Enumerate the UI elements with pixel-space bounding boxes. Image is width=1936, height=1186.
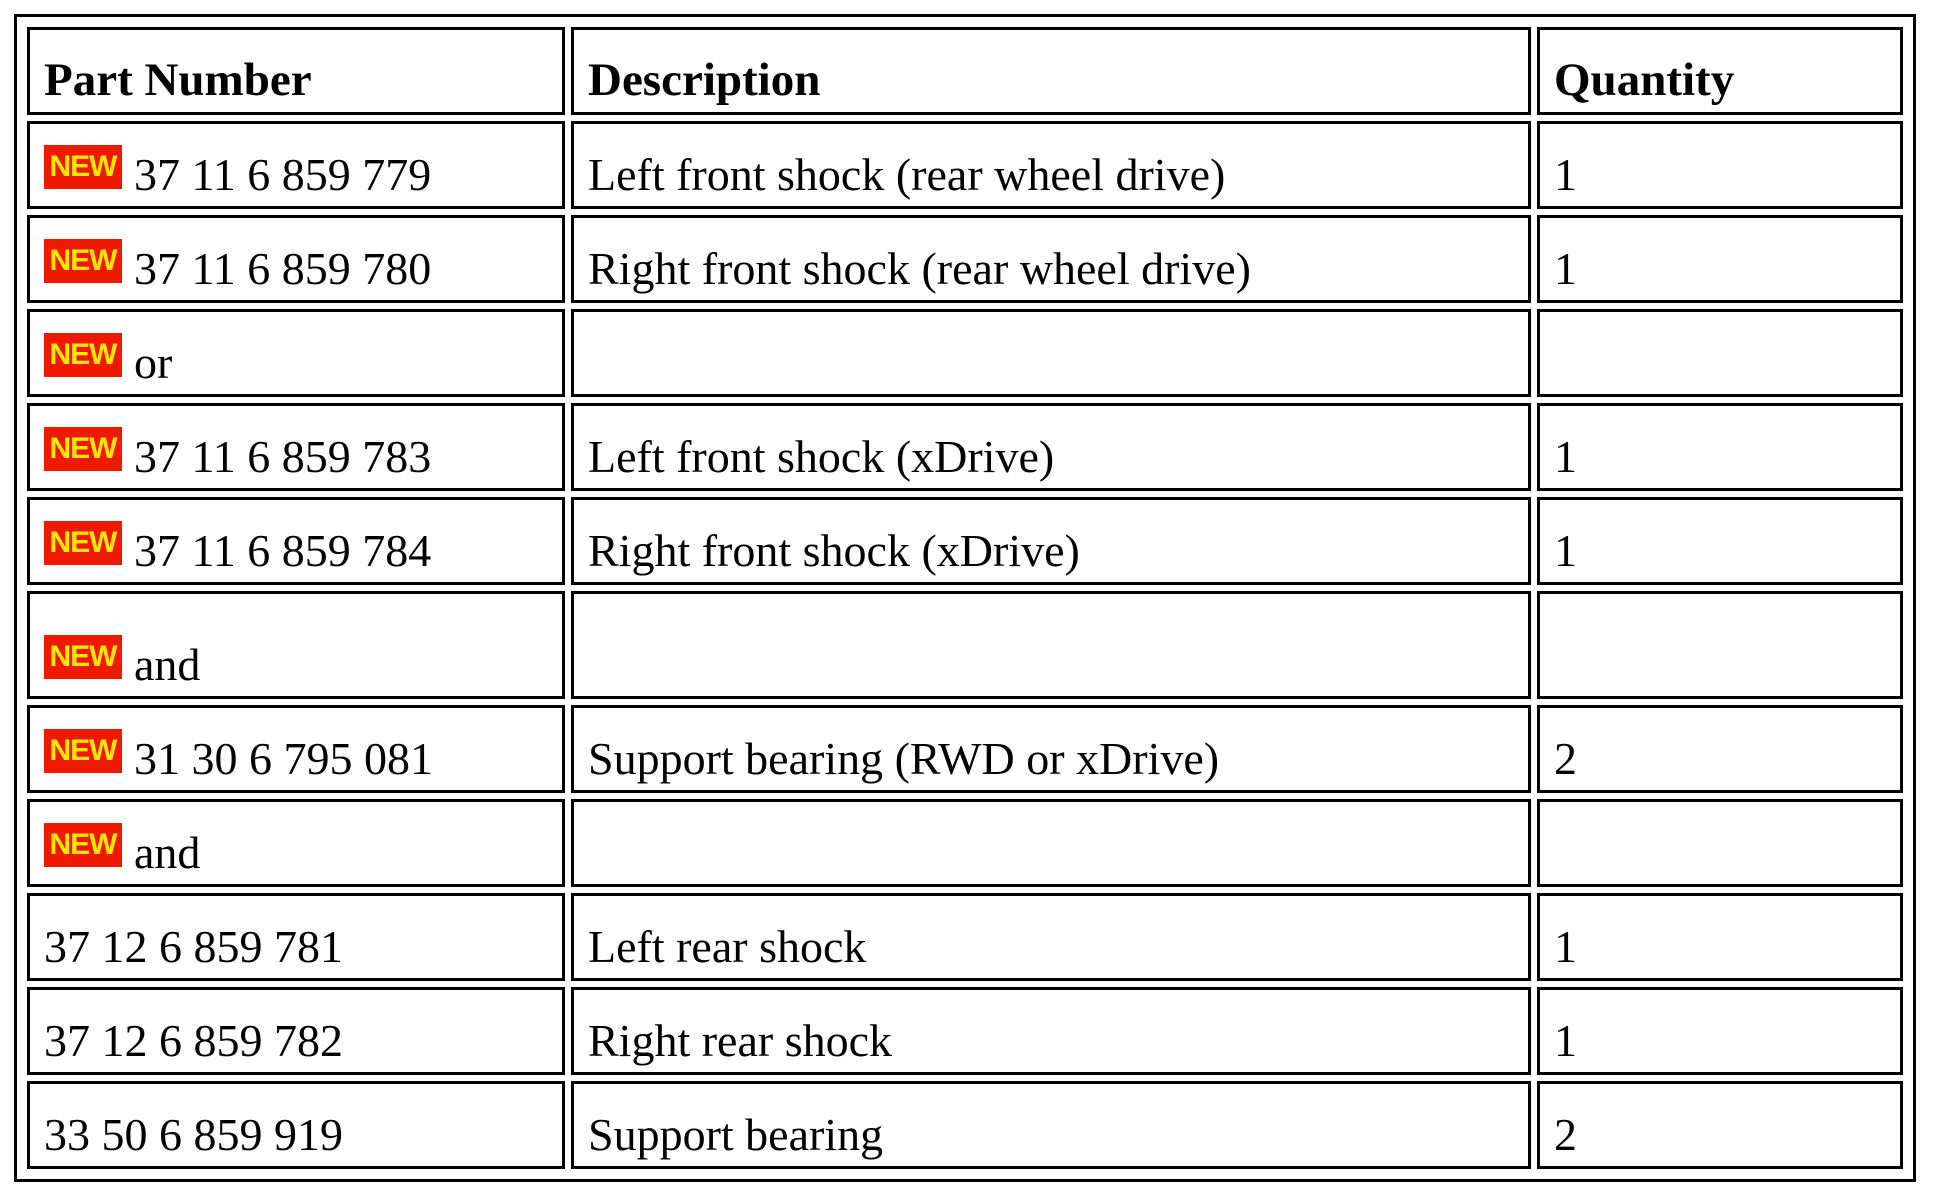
quantity-cell: 1 [1537,893,1903,981]
new-badge: NEW [44,729,122,773]
part-number-text: or [134,337,173,388]
part-number-cell [27,591,565,699]
part-number-text: 37 12 6 859 782 [44,1015,343,1066]
part-number-cell [27,403,565,491]
quantity-cell: 2 [1537,1081,1903,1169]
table-row [27,497,1903,585]
description-cell [571,591,1531,699]
table-row [27,215,1903,303]
quantity-cell: 1 [1537,215,1903,303]
description-cell [571,799,1531,887]
new-badge: NEW [44,521,122,565]
description-cell: Right front shock (xDrive) [571,497,1531,585]
quantity-cell: 1 [1537,403,1903,491]
table-row [27,705,1903,793]
new-badge: NEW [44,239,122,283]
header-part-number: Part Number [27,27,565,115]
part-number-cell [27,215,565,303]
header-row [27,27,1903,115]
header-quantity: Quantity [1537,27,1903,115]
part-number-cell [27,705,565,793]
quantity-cell [1537,591,1903,699]
table-row [27,403,1903,491]
part-number-text: 33 50 6 859 919 [44,1109,343,1160]
new-badge: NEW [44,427,122,471]
new-badge: NEW [44,333,122,377]
quantity-cell: 2 [1537,705,1903,793]
table-row [27,987,1903,1075]
part-number-text: 37 11 6 859 780 [134,243,432,294]
part-number-text: 37 12 6 859 781 [44,921,343,972]
part-number-cell [27,893,565,981]
part-number-cell [27,799,565,887]
quantity-cell: 1 [1537,497,1903,585]
table-row [27,121,1903,209]
description-cell: Right rear shock [571,987,1531,1075]
description-cell: Support bearing (RWD or xDrive) [571,705,1531,793]
table-row [27,1081,1903,1169]
part-number-cell [27,1081,565,1169]
part-number-text: 37 11 6 859 779 [134,149,432,200]
description-cell: Left rear shock [571,893,1531,981]
part-number-text: and [134,639,201,690]
new-badge: NEW [44,635,122,679]
header-description: Description [571,27,1531,115]
part-number-cell [27,497,565,585]
table-row [27,591,1903,699]
description-cell: Right front shock (rear wheel drive) [571,215,1531,303]
part-number-text: 31 30 6 795 081 [134,733,433,784]
parts-table-frame [14,14,1916,1182]
part-number-text: 37 11 6 859 783 [134,431,432,482]
new-badge: NEW [44,145,122,189]
table-row [27,309,1903,397]
parts-table [21,21,1909,1175]
quantity-cell [1537,309,1903,397]
part-number-text: and [134,827,201,878]
part-number-cell [27,121,565,209]
description-cell: Left front shock (xDrive) [571,403,1531,491]
quantity-cell [1537,799,1903,887]
table-row [27,893,1903,981]
quantity-cell: 1 [1537,987,1903,1075]
description-cell [571,309,1531,397]
table-body [27,121,1903,1169]
part-number-cell [27,309,565,397]
quantity-cell: 1 [1537,121,1903,209]
new-badge: NEW [44,823,122,867]
description-cell: Support bearing [571,1081,1531,1169]
part-number-text: 37 11 6 859 784 [134,525,432,576]
table-row [27,799,1903,887]
description-cell: Left front shock (rear wheel drive) [571,121,1531,209]
part-number-cell [27,987,565,1075]
